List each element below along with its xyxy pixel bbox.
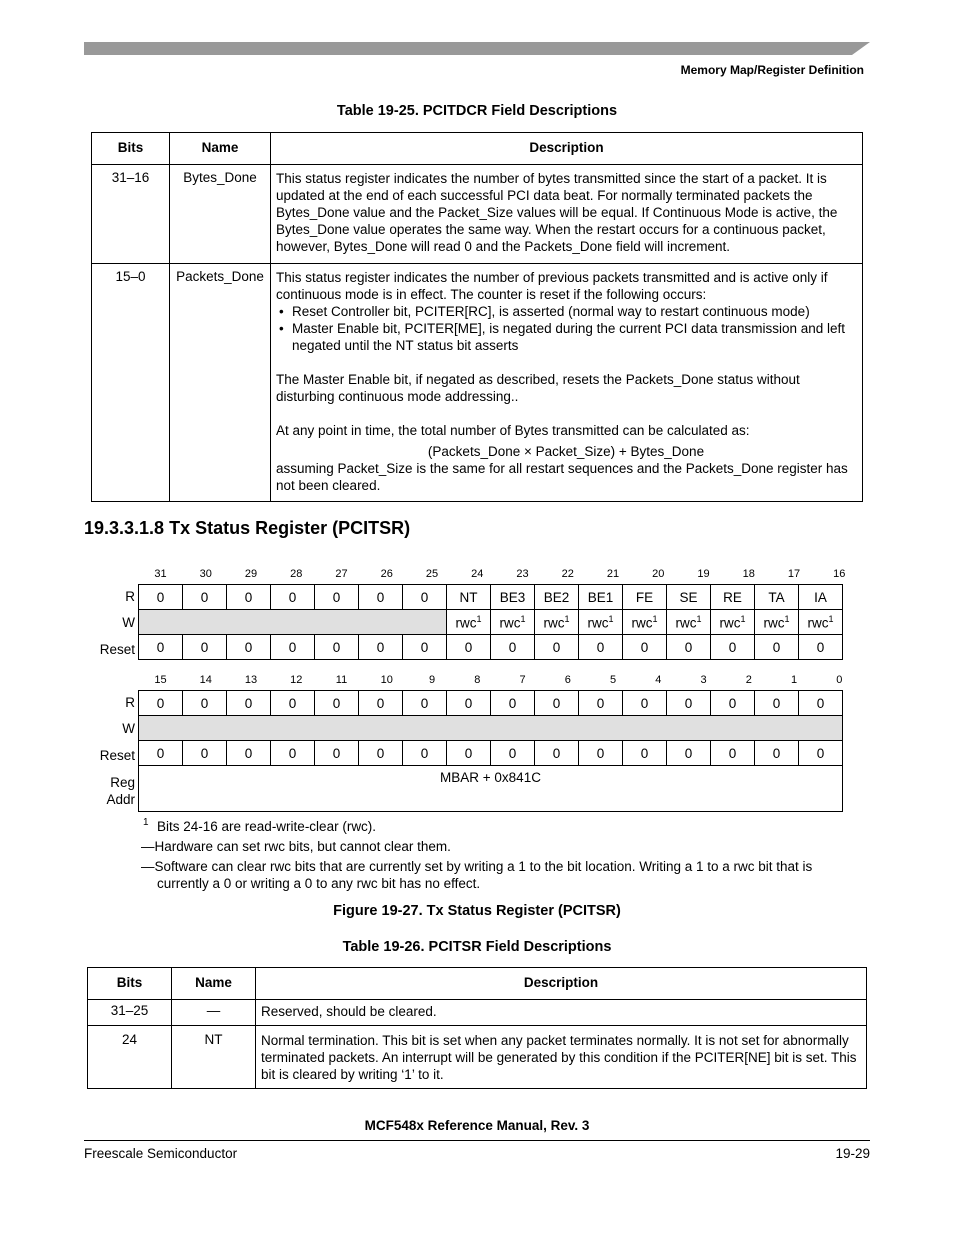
footnote-ref: 1 xyxy=(476,613,482,624)
footer-divider xyxy=(84,1140,870,1141)
footnote-ref: 1 xyxy=(740,613,746,624)
register-reset-value: 0 xyxy=(271,741,315,766)
table2-desc-text: Normal termination. This bit is set when any packet terminates normally. It is not set for abnormally terminated packets. An interrupt will be generated by this condition if the PCITER[NE] bit is set. This bit is cleared by writing ‘1’ to it. xyxy=(261,1033,857,1082)
table1-name-cell: Bytes_Done xyxy=(170,165,271,264)
register-field-w-rwc xyxy=(579,610,623,635)
register-reset-value: 0 xyxy=(315,635,359,660)
table2-name-cell: NT xyxy=(172,1026,256,1089)
register-field-r: 0 xyxy=(535,691,579,716)
row-label-reset: Reset xyxy=(99,748,135,763)
register-field-w-rwc xyxy=(711,610,755,635)
table1-col-name: Name xyxy=(170,133,271,165)
desc-intro: This status register indicates the number of previous packets transmitted and is active only if continuous mode is in effect. The counter is reset if the following occurs: xyxy=(276,270,828,302)
rwc-label: rwc xyxy=(675,615,697,631)
row-label-w: W xyxy=(122,721,135,736)
table1-col-desc: Description xyxy=(271,133,863,165)
desc-paragraph: assuming Packet_Size is the same for all restart sequences and the Packets_Done register has not been cleared. xyxy=(276,461,848,493)
bit-number: 29 xyxy=(244,568,258,580)
register-reset-value: 0 xyxy=(535,741,579,766)
register-reset-value: 0 xyxy=(579,635,623,660)
register-reset-value: 0 xyxy=(139,635,183,660)
register-reset-value: 0 xyxy=(403,635,447,660)
bit-number: 28 xyxy=(290,568,303,580)
rwc-label: rwc xyxy=(631,615,653,631)
bit-number: 14 xyxy=(199,674,212,686)
register-field-r: 0 xyxy=(359,691,403,716)
table-row xyxy=(92,165,863,264)
footnote-text: Bits 24-16 are read-write-clear (rwc). xyxy=(157,819,377,834)
bit-number: 17 xyxy=(787,568,801,580)
register-field-r: 0 xyxy=(315,585,359,610)
bit-number: 6 xyxy=(564,674,571,686)
register-r-row xyxy=(139,691,843,716)
register-reset-value: 0 xyxy=(799,741,843,766)
table2-col-bits: Bits xyxy=(88,968,172,1000)
register-reset-value: 0 xyxy=(579,741,623,766)
table2-header-row xyxy=(88,968,867,1000)
register-field-r: BE2 xyxy=(535,585,579,610)
register-reset-value: 0 xyxy=(491,741,535,766)
bullet-list xyxy=(276,303,856,354)
register-reset-row xyxy=(139,741,843,766)
register-reset-value: 0 xyxy=(491,635,535,660)
register-reset-value: 0 xyxy=(623,635,667,660)
register-reset-value: 0 xyxy=(667,741,711,766)
bit-number: 18 xyxy=(742,568,755,580)
register-field-r: 0 xyxy=(139,585,183,610)
register-field-r: 0 xyxy=(227,585,271,610)
footnote-marker: 1 xyxy=(143,817,149,828)
bit-number: 20 xyxy=(652,568,665,580)
row-label-reg-addr xyxy=(106,774,135,808)
register-field-r: 0 xyxy=(315,691,359,716)
footnote-ref: 1 xyxy=(696,613,702,624)
table2 xyxy=(87,967,867,1089)
register-field-r: 0 xyxy=(623,691,667,716)
bit-number: 27 xyxy=(335,568,348,580)
register-field-r: RE xyxy=(711,585,755,610)
table2-caption: Table 19-26. PCITSR Field Descriptions xyxy=(342,939,612,955)
formula: (Packets_Done × Packet_Size) + Bytes_Done xyxy=(427,444,705,459)
register-reset-value: 0 xyxy=(711,741,755,766)
register-reset-value: 0 xyxy=(711,635,755,660)
register-reset-value: 0 xyxy=(183,635,227,660)
register-field-r: TA xyxy=(755,585,799,610)
footer-page-number: 19-29 xyxy=(835,1146,870,1161)
register-reset-value: 0 xyxy=(447,741,491,766)
footnote-ref: 1 xyxy=(652,613,658,624)
table2-col-name: Name xyxy=(172,968,256,1000)
bit-number: 3 xyxy=(700,674,707,686)
register-field-r: 0 xyxy=(271,691,315,716)
bit-number: 12 xyxy=(290,674,303,686)
note-software-cont: currently a 0 or writing a 0 to any rwc bit has no effect. xyxy=(157,876,481,891)
table-row xyxy=(88,1000,867,1026)
bit-number: 25 xyxy=(425,568,439,580)
register-field-r: 0 xyxy=(711,691,755,716)
register-reset-value: 0 xyxy=(667,635,711,660)
bit-number: 10 xyxy=(380,674,393,686)
table-row xyxy=(92,264,863,502)
register-field-r: 0 xyxy=(183,585,227,610)
list-item: • Reset Controller bit, PCITER[RC], is asserted (normal way to restart continuous mode) xyxy=(292,303,856,320)
row-label-reset: Reset xyxy=(99,642,135,657)
row-label-r: R xyxy=(125,589,135,604)
bit-number: 2 xyxy=(745,674,752,686)
header-bar xyxy=(84,42,870,55)
header-section-title: Memory Map/Register Definition xyxy=(680,63,864,77)
register-field-r: 0 xyxy=(755,691,799,716)
table1-header-row xyxy=(92,133,863,165)
register-address: MBAR + 0x841C xyxy=(139,766,843,812)
bit-number: 1 xyxy=(790,674,798,686)
register-reset-value: 0 xyxy=(271,635,315,660)
table1-desc-text: This status register indicates the number of bytes transmitted since the start of a packet. It is updated at the end of each successful PCI data beat. For normally terminated packets the Bytes_Done value and the Packet_Size values will be equal. If Continuous Mode is active, the Bytes_Done value operates the same way. When the restart occurs for a continuous packet, however, Bytes_Done will read 0 and the Packets_Done field will increment. xyxy=(276,171,838,254)
register-field-r: 0 xyxy=(447,691,491,716)
footnote-ref: 1 xyxy=(784,613,790,624)
table2-bits-cell: 24 xyxy=(88,1026,172,1089)
reg-label: Reg xyxy=(110,775,135,790)
register-field-w-rwc xyxy=(799,610,843,635)
section-heading: 19.3.3.1.8 Tx Status Register (PCITSR) xyxy=(84,518,411,538)
bit-number: 21 xyxy=(606,568,620,580)
register-reset-value: 0 xyxy=(227,635,271,660)
bit-number: 30 xyxy=(199,568,212,580)
table2-col-desc: Description xyxy=(256,968,867,1000)
bit-number: 15 xyxy=(154,674,167,686)
register-field-r: 0 xyxy=(359,585,403,610)
register-reset-value: 0 xyxy=(139,741,183,766)
register-r-row xyxy=(139,585,843,610)
note-software: —Software can clear rwc bits that are currently set by writing a 1 to the bit location. Writing a 1 to a rwc bit that is xyxy=(141,859,813,874)
register-field-r: 0 xyxy=(579,691,623,716)
table1-bits-cell: 31–16 xyxy=(92,165,170,264)
register-field-w-rwc xyxy=(491,610,535,635)
register-field-w-rwc xyxy=(535,610,579,635)
register-field-r: 0 xyxy=(403,691,447,716)
bit-number: 7 xyxy=(519,674,526,686)
bit-number: 0 xyxy=(836,674,843,686)
bit-number: 22 xyxy=(561,568,574,580)
register-field-r: 0 xyxy=(227,691,271,716)
register-reset-value: 0 xyxy=(359,635,403,660)
rwc-label: rwc xyxy=(455,615,477,631)
register-field-r: SE xyxy=(667,585,711,610)
desc-paragraph: At any point in time, the total number of Bytes transmitted can be calculated as: xyxy=(276,423,750,438)
rwc-label: rwc xyxy=(543,615,565,631)
table1-caption: Table 19-25. PCITDCR Field Descriptions xyxy=(336,103,618,119)
register-field-r: IA xyxy=(799,585,843,610)
register-upper xyxy=(138,584,843,660)
bit-number: 16 xyxy=(833,568,846,580)
bit-number: 8 xyxy=(474,674,481,686)
note-hardware: —Hardware can set rwc bits, but cannot clear them. xyxy=(141,839,451,854)
table1-bits-cell: 15–0 xyxy=(92,264,170,502)
footer-manual-title: MCF548x Reference Manual, Rev. 3 xyxy=(364,1118,590,1133)
bit-number: 23 xyxy=(516,568,529,580)
footnote-ref: 1 xyxy=(828,613,834,624)
register-reset-row xyxy=(139,635,843,660)
register-reset-value: 0 xyxy=(403,741,447,766)
register-field-r: 0 xyxy=(139,691,183,716)
register-reset-value: 0 xyxy=(799,635,843,660)
rwc-label: rwc xyxy=(587,615,609,631)
rwc-label: rwc xyxy=(499,615,521,631)
register-field-r: 0 xyxy=(403,585,447,610)
list-item: • Master Enable bit, PCITER[ME], is negated during the current PCI data transmission and left negated until the NT status bit asserts xyxy=(292,320,856,354)
footnote-ref: 1 xyxy=(520,613,526,624)
register-field-r: FE xyxy=(623,585,667,610)
register-field-r: 0 xyxy=(799,691,843,716)
register-reset-value: 0 xyxy=(755,635,799,660)
register-reset-value: 0 xyxy=(315,741,359,766)
footnote-ref: 1 xyxy=(608,613,614,624)
row-label-r: R xyxy=(125,695,135,710)
table1-desc-cell xyxy=(271,264,863,502)
register-field-r: 0 xyxy=(271,585,315,610)
bit-number: 5 xyxy=(609,674,617,686)
register-address-row xyxy=(139,766,843,812)
figure-caption: Figure 19-27. Tx Status Register (PCITSR) xyxy=(333,903,621,919)
desc-paragraph: The Master Enable bit, if negated as described, resets the Packets_Done status without disturbing continuous mode addressing.. xyxy=(276,372,800,404)
register-reset-value: 0 xyxy=(535,635,579,660)
register-lower xyxy=(138,690,843,812)
table1-name-cell: Packets_Done xyxy=(170,264,271,502)
rwc-label: rwc xyxy=(763,615,785,631)
register-w-row xyxy=(139,716,843,741)
footnote-ref: 1 xyxy=(564,613,570,624)
addr-label: Addr xyxy=(106,792,135,807)
table2-name-cell: — xyxy=(172,1000,256,1026)
bit-number: 26 xyxy=(380,568,393,580)
bit-number: 13 xyxy=(244,674,258,686)
register-field-w-rwc xyxy=(667,610,711,635)
table2-desc-cell xyxy=(256,1026,867,1089)
register-reset-value: 0 xyxy=(755,741,799,766)
register-reset-value: 0 xyxy=(359,741,403,766)
bit-number: 19 xyxy=(697,568,710,580)
register-field-r: BE1 xyxy=(579,585,623,610)
rwc-label: rwc xyxy=(719,615,741,631)
bit-number: 11 xyxy=(335,674,348,686)
rwc-label: rwc xyxy=(807,615,829,631)
footer-company: Freescale Semiconductor xyxy=(84,1146,238,1161)
bit-number: 31 xyxy=(154,568,167,580)
table1 xyxy=(91,132,863,502)
bit-number: 4 xyxy=(655,674,662,686)
register-reset-value: 0 xyxy=(623,741,667,766)
table-row xyxy=(88,1026,867,1089)
reserved-write-field xyxy=(139,716,843,741)
table2-desc-cell xyxy=(256,1000,867,1026)
table2-desc-text: Reserved, should be cleared. xyxy=(261,1004,437,1019)
register-field-r: 0 xyxy=(491,691,535,716)
register-field-r: 0 xyxy=(183,691,227,716)
register-field-w-rwc xyxy=(447,610,491,635)
register-field-r: NT xyxy=(447,585,491,610)
table1-desc-cell xyxy=(271,165,863,264)
register-field-w-rwc xyxy=(623,610,667,635)
bit-number: 24 xyxy=(471,568,484,580)
register-reset-value: 0 xyxy=(447,635,491,660)
table1-col-bits: Bits xyxy=(92,133,170,165)
register-reset-value: 0 xyxy=(183,741,227,766)
bit-number: 9 xyxy=(428,674,436,686)
register-field-r: 0 xyxy=(667,691,711,716)
register-w-row xyxy=(139,610,843,635)
register-reset-value: 0 xyxy=(227,741,271,766)
table2-bits-cell: 31–25 xyxy=(88,1000,172,1026)
register-field-w-rwc xyxy=(755,610,799,635)
reserved-write-field xyxy=(139,610,447,635)
row-label-w: W xyxy=(122,615,135,630)
register-field-r: BE3 xyxy=(491,585,535,610)
